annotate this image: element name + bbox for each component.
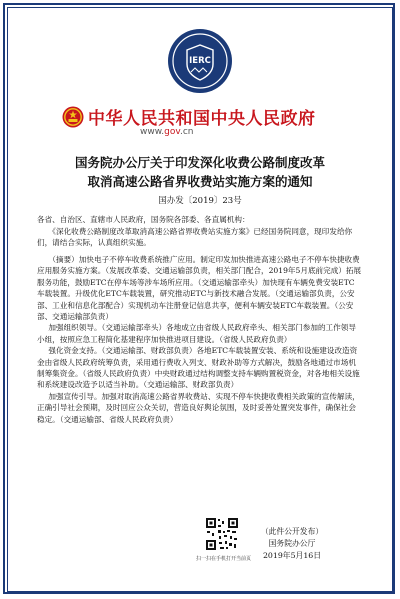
- section-leadership: 加强组织领导。（交通运输部牵头）各地成立由省级人民政府牵头、相关部门参加的工作领导小组，按照应急工程简化基建程序加快推进项目建设。（省级人民政府负责）: [37, 323, 356, 344]
- url-prefix: www.: [140, 127, 165, 137]
- gov-site-url[interactable]: [140, 127, 194, 137]
- intro-paragraph: 《深化收费公路制度改革取消高速公路省界收费站实施方案》已经国务院同意，现印发给你们，请结合实际，认真组织实施。: [37, 227, 353, 248]
- url-main: gov: [164, 127, 180, 137]
- sections: [37, 254, 362, 425]
- logo-text: IERC: [189, 56, 211, 66]
- section-funding: 强化资金支持。（交通运输部、财政部负责）各地ETC车载装置安装、系统和设施建设改造资金由省级人民政府统筹负责，采用通行费收入列支、财政补助等方式解决，鼓励各地通过市场机制筹集资金。（省级人民政府负责）中央财政通过结构调整支持车辆购置税资金，对各地相关设施和系统建设改造予以适当补助。（交通运输部、财政部负责）: [37, 346, 360, 390]
- recipients: 各省、自治区、直辖市人民政府，国务院各部委、各直属机构：: [37, 215, 250, 224]
- qr-caption: 扫一扫在手机打开当前页: [196, 556, 252, 562]
- url-suffix: .cn: [179, 127, 194, 137]
- notice-title-line1: 国务院办公厅关于印发深化收费公路制度改革: [74, 155, 325, 170]
- issue-date: 2019年5月16日: [262, 551, 322, 560]
- national-emblem-icon: [62, 106, 84, 128]
- ierc-logo-icon: [167, 28, 233, 94]
- doc-number: 国办发〔2019〕23号: [158, 196, 242, 206]
- section-summary: （摘要）加快电子不停车收费系统推广应用。制定印发加快推进高速公路电子不停车快捷收费应用服务实施方案。（发展改革委、交通运输部负责，相关部门配合，2019年5月底前完成）拓展服务功能，鼓励ETC在停车场等涉车场所应用。（交通运输部牵头）加快现有车辆免费安装ETC车载装置。升级优化ETC车载装置，研究推动ETC与新技术融合发展。（交通运输部负责，公安部、工业和信息化部配合）实现机动车注册登记信息共享，便利车辆安装ETC车载装置。（公安部、交通运输部负责）: [37, 255, 362, 322]
- section-publicity: 加强宣传引导。加强对取消高速公路省界收费站、实现不停车快捷收费相关政策的宣传解读，正确引导社会预期，及时回应公众关切，营造良好舆论氛围，及时妥善处置突发事件，确保社会稳定。（交通运输部、省级人民政府负责）: [37, 391, 360, 424]
- gov-site-name: 中华人民共和国中央人民政府: [88, 109, 316, 129]
- issuing-office: 国务院办公厅: [268, 539, 316, 548]
- publication-note: （此件公开发布）: [260, 527, 324, 536]
- notice-title-line2: 取消高速公路省界收费站实施方案的通知: [87, 174, 313, 189]
